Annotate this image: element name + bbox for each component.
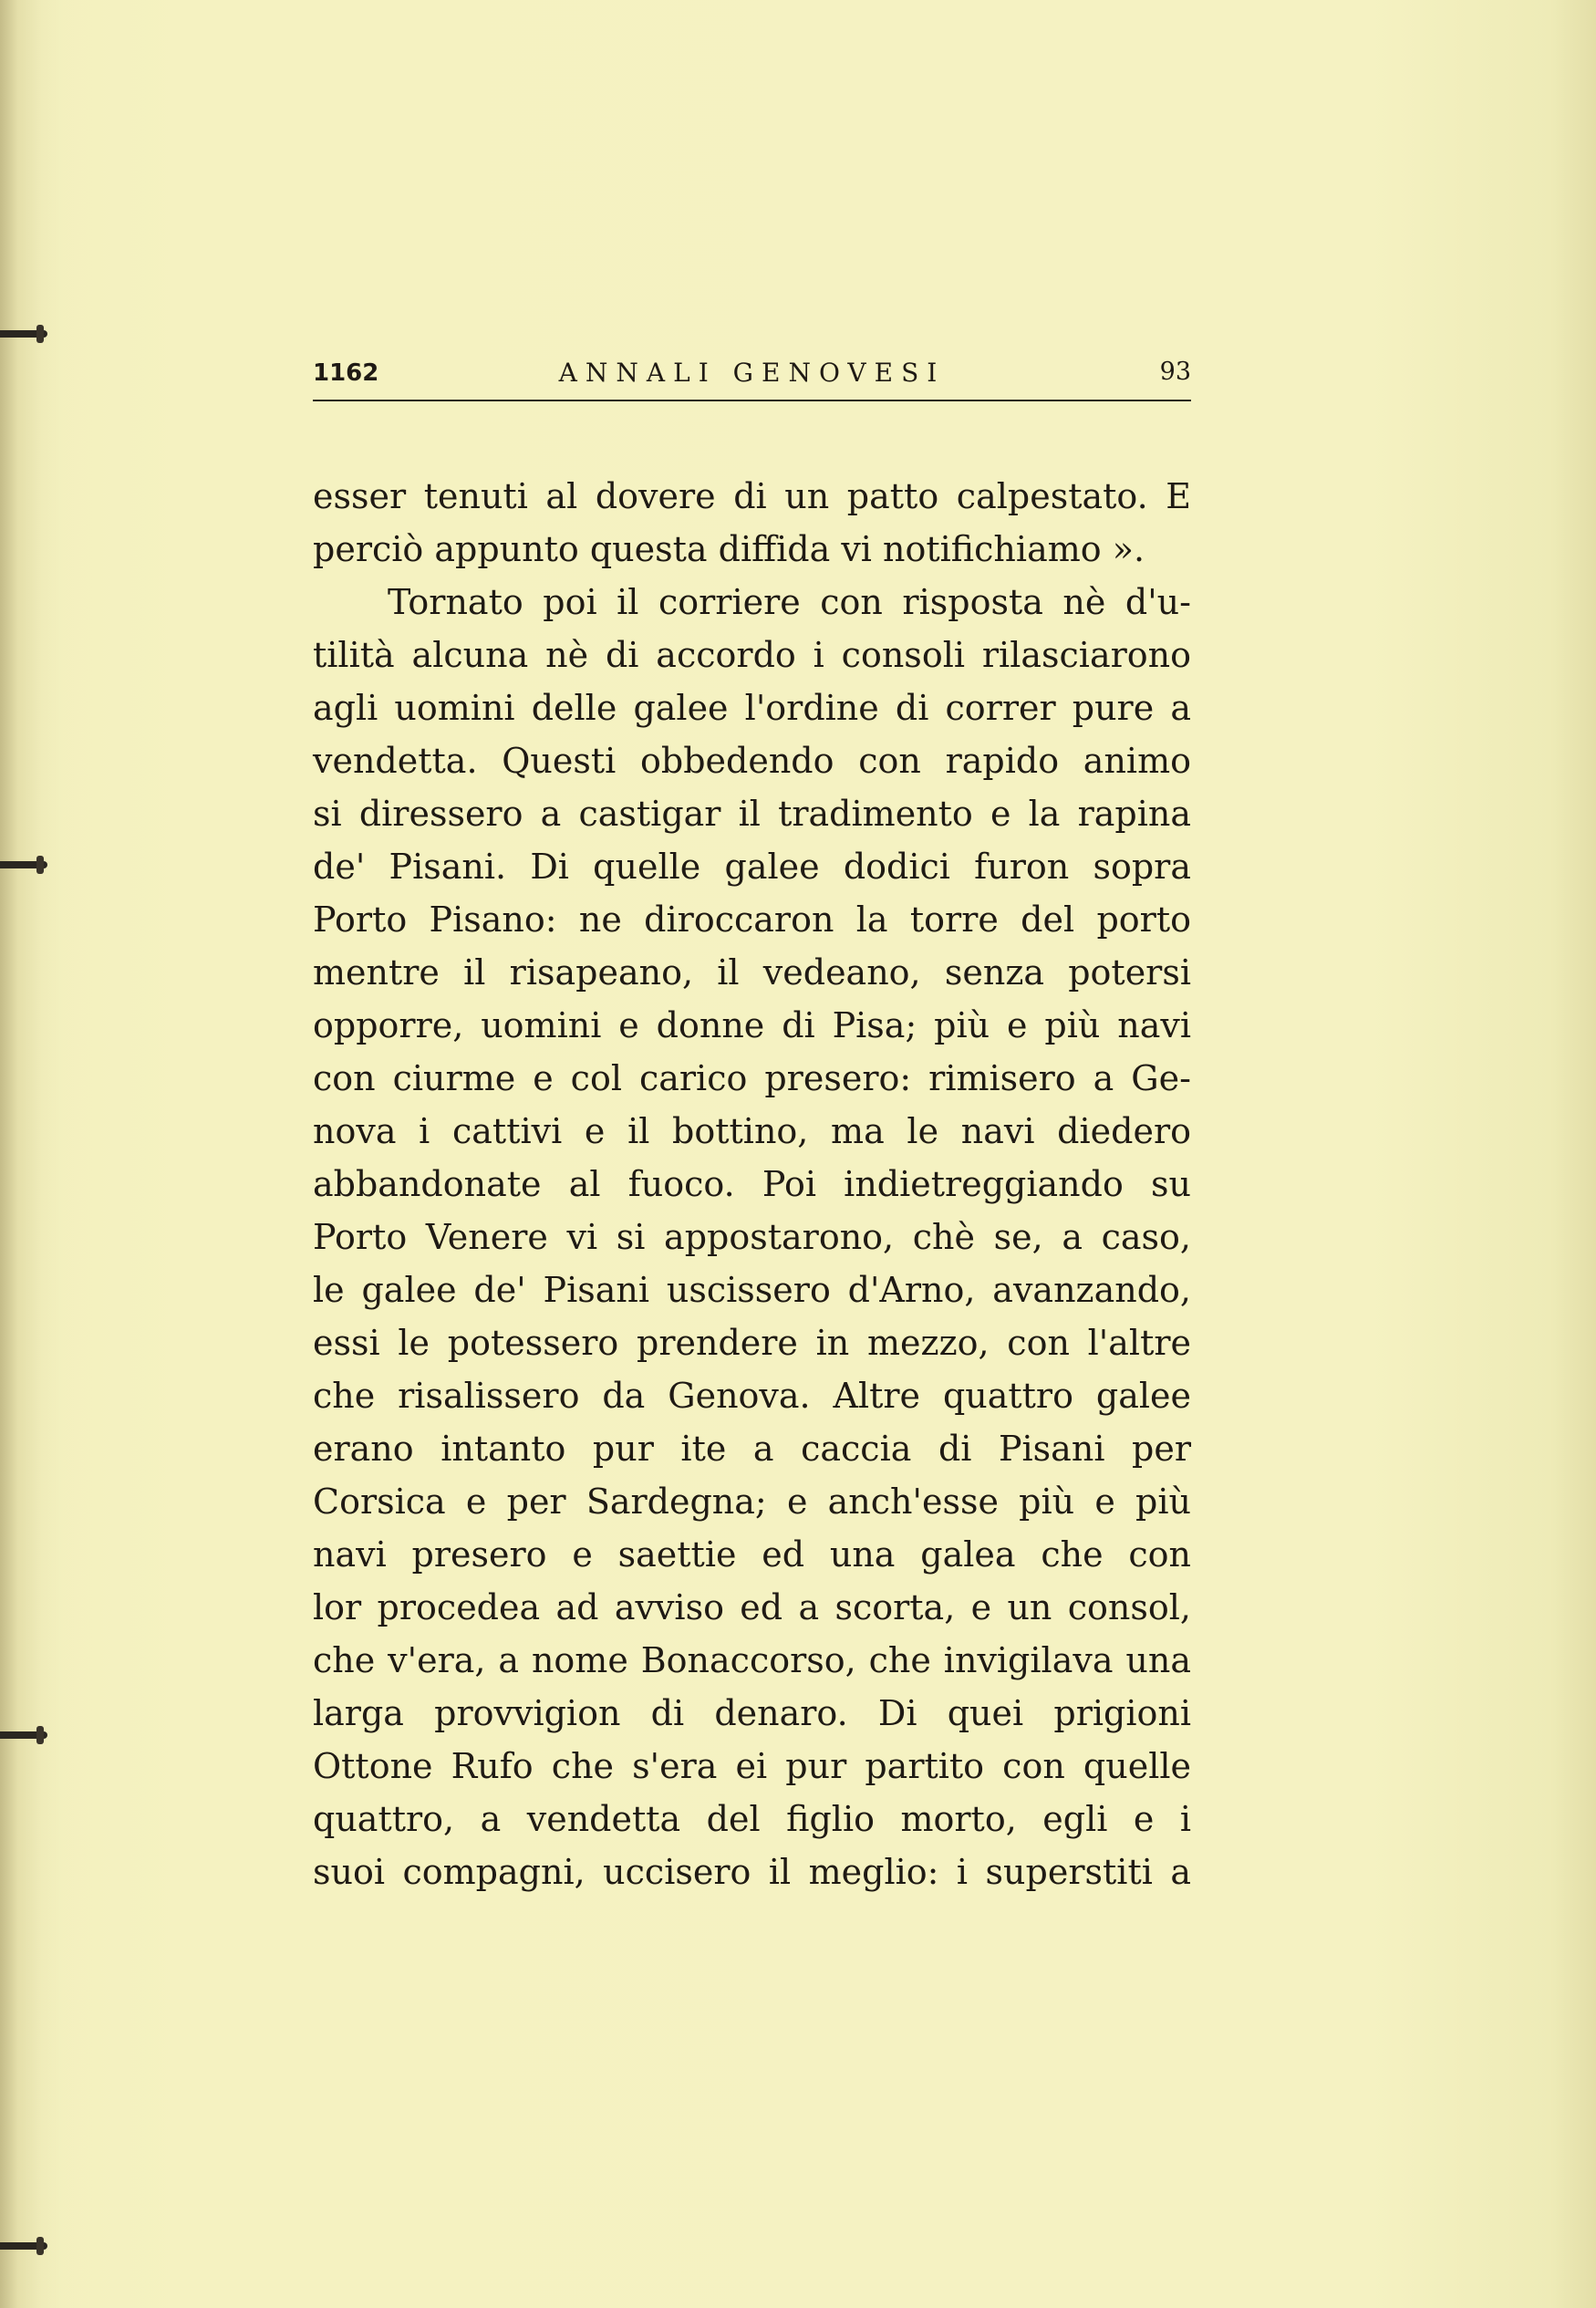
text-line: Ottone Rufo che s'era ei pur partito con quelle (313, 1746, 1191, 1786)
header-year: 1162 (313, 359, 379, 387)
page-number: 93 (1159, 358, 1191, 386)
text-line: mentre il risapeano, il vedeano, senza potersi (313, 952, 1191, 993)
text-line: Porto Venere vi si appostarono, chè se, a caso, (313, 1217, 1191, 1257)
text-line: agli uomini delle galee l'ordine di correr pure a (313, 688, 1191, 728)
text-line: che risalissero da Genova. Altre quattro galee (313, 1376, 1191, 1416)
text-line: che v'era, a nome Bonaccorso, che invigilava una (313, 1640, 1191, 1680)
text-line: tilità alcuna nè di accordo i consoli rilasciarono (313, 635, 1191, 675)
text-line: vendetta. Questi obbedendo con rapido animo (313, 741, 1191, 781)
running-header (313, 354, 1191, 401)
text-line: suoi compagni, uccisero il meglio: i superstiti a (313, 1852, 1191, 1892)
text-line: essi le potessero prendere in mezzo, con l'altre (313, 1323, 1191, 1363)
binding-stitch (0, 861, 47, 868)
text-line: nova i cattivi e il bottino, ma le navi diedero (313, 1111, 1191, 1151)
text-line: erano intanto pur ite a caccia di Pisani per (313, 1429, 1191, 1469)
text-line: larga provvigion di denaro. Di quei prigioni (313, 1693, 1191, 1733)
binding-stitch (0, 2242, 47, 2250)
text-line: le galee de' Pisani uscissero d'Arno, avanzando, (313, 1270, 1191, 1310)
text-line: navi presero e saettie ed una galea che con (313, 1534, 1191, 1575)
text-line: esser tenuti al dovere di un patto calpestato. E (313, 476, 1191, 516)
text-line: con ciurme e col carico presero: rimisero a Ge- (313, 1058, 1191, 1098)
text-line: lor procedea ad avviso ed a scorta, e un consol, (313, 1587, 1191, 1627)
text-line: Tornato poi il corriere con risposta nè d'u- (388, 582, 1191, 622)
body-paragraphs (313, 470, 1191, 1898)
book-spine-shadow (0, 0, 64, 2308)
text-line: Corsica e per Sardegna; e anch'esse più e più (313, 1481, 1191, 1522)
binding-stitch (0, 1731, 47, 1739)
text-line: opporre, uomini e donne di Pisa; più e più navi (313, 1005, 1191, 1045)
header-title: ANNALI GENOVESI (558, 358, 946, 388)
text-line: abbandonate al fuoco. Poi indietreggiando su (313, 1164, 1191, 1204)
text-line: perciò appunto questa diffida vi notifichiamo ». (313, 529, 1145, 569)
text-line: de' Pisani. Di quelle galee dodici furon sopra (313, 847, 1191, 887)
binding-stitch (0, 330, 47, 338)
text-line: si diressero a castigar il tradimento e la rapina (313, 794, 1191, 834)
text-line: Porto Pisano: ne diroccaron la torre del porto (313, 899, 1191, 940)
text-line: quattro, a vendetta del figlio morto, egli e i (313, 1799, 1191, 1839)
